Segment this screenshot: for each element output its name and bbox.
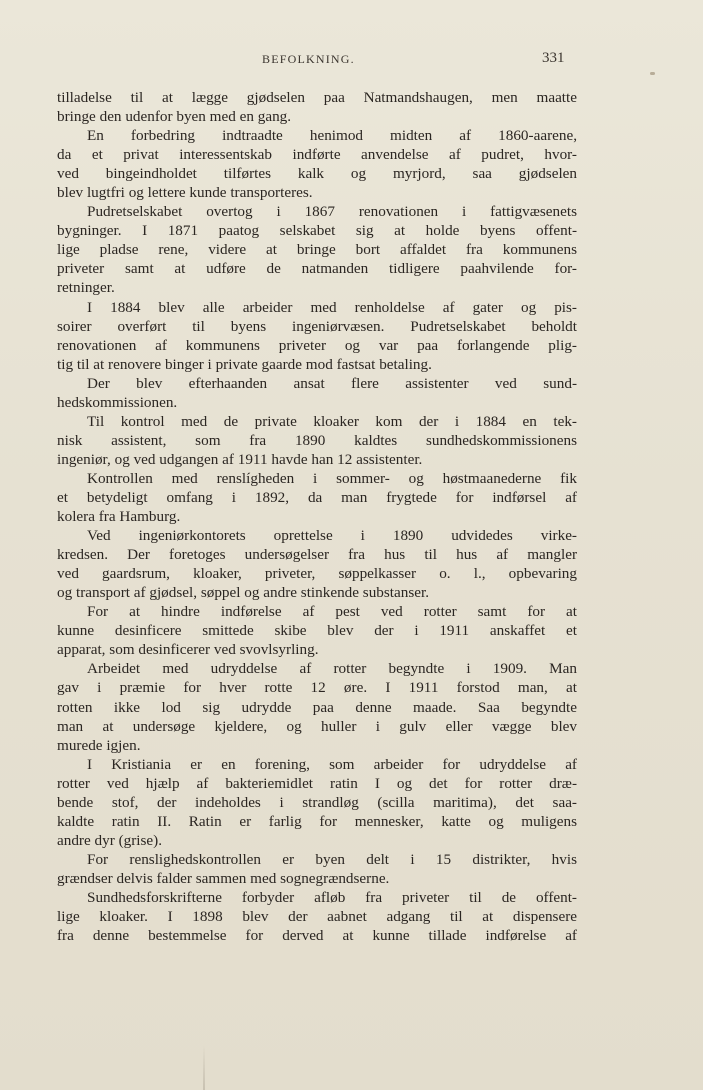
text-line: tig til at renovere binger i private gaarde mod fastsat betaling. — [57, 355, 432, 373]
text-line: rotter ved hjælp af bakteriemidlet ratin I og det for rotter dræ- — [57, 774, 577, 792]
text-line: apparat, som desinficerer ved svovlsyrling. — [57, 641, 319, 659]
text-line: Der blev efterhaanden ansat flere assistenter ved sund- — [87, 374, 577, 392]
text-line: Ved ingeniørkontorets oprettelse i 1890 udvidedes virke- — [87, 527, 577, 545]
text-line: rotten ikke lod sig udrydde paa denne maade. Saa begyndte — [57, 698, 577, 716]
text-line: bygninger. I 1871 paatog selskabet sig at holde byens offent- — [57, 222, 577, 240]
text-line: I Kristiania er en forening, som arbeider for udryddelse af — [87, 755, 577, 773]
text-line: kolera fra Hamburg. — [57, 508, 181, 526]
page-header — [0, 50, 703, 72]
text-line: andre dyr (grise). — [57, 831, 162, 849]
text-line: kaldte ratin II. Ratin er farlig for mennesker, katte og muligens — [57, 812, 577, 830]
text-line: Arbeidet med udryddelse af rotter begyndte i 1909. Man — [87, 660, 577, 678]
text-line: blev lugtfri og lettere kunde transporteres. — [57, 184, 313, 202]
text-line: et betydeligt omfang i 1892, da man frygtede for indførsel af — [57, 488, 577, 506]
text-line: priveter samt at udføre de natmanden tidligere paahvilende for- — [57, 260, 577, 278]
text-line: da et privat interessentskab indførte anvendelse af pudret, hvor- — [57, 146, 577, 164]
text-line: ved bingeindholdet tilførtes kalk og myrjord, saa gjødselen — [57, 165, 577, 183]
text-line: Pudretselskabet overtog i 1867 renovationen i fattigvæsenets — [87, 203, 577, 221]
text-line: renovationen af kommunens priveter og var paa forlangende plig- — [57, 336, 577, 354]
text-line: hedskommissionen. — [57, 393, 178, 411]
text-line: nisk assistent, som fra 1890 kaldtes sundhedskommissionens — [57, 431, 577, 449]
page-fold-shadow — [203, 1045, 205, 1090]
text-line: bringe den udenfor byen med en gang. — [57, 108, 292, 126]
text-line: tilladelse til at lægge gjødselen paa Natmandshaugen, men maatte — [57, 89, 577, 106]
text-line: lige pladse rene, videre at bringe bort affaldet fra kommunens — [57, 241, 577, 259]
text-line: lige kloaker. I 1898 blev der aabnet adgang til at dispensere — [57, 908, 577, 926]
text-line: fra denne bestemmelse for derved at kunne tillade indførelse af — [57, 927, 577, 945]
text-line: retninger. — [57, 279, 115, 297]
text-line: man at undersøge kjeldere, og huller i gulv eller vægge blev — [57, 717, 577, 735]
text-line: gav i præmie for hver rotte 12 øre. I 1911 forstod man, at — [57, 679, 577, 697]
text-line: grændser delvis falder sammen med sognegrændserne. — [57, 869, 390, 887]
text-line: bende stof, der indeholdes i strandløg (scilla maritima), det saa- — [57, 793, 577, 811]
margin-mark — [650, 72, 655, 75]
text-line: kunne desinficere smittede skibe blev der i 1911 anskaffet et — [57, 622, 577, 640]
page-number: 331 — [542, 50, 565, 66]
text-line: ved gaardsrum, kloaker, priveter, søppelkasser o. l., opbevaring — [57, 565, 577, 583]
text-line: Kontrollen med renslígheden i sommer- og høstmaanederne fik — [87, 469, 577, 487]
text-line: En forbedring indtraadte henimod midten af 1860-aarene, — [87, 127, 577, 145]
text-line: soirer overført til byens ingeniørvæsen. Pudretselskabet beholdt — [57, 317, 577, 335]
text-line: murede igjen. — [57, 736, 141, 754]
text-line: Til kontrol med de private kloaker kom der i 1884 en tek- — [87, 412, 577, 430]
text-line: For at hindre indførelse af pest ved rotter samt for at — [87, 603, 577, 621]
text-line: og transport af gjødsel, søppel og andre stinkende substanser. — [57, 584, 430, 602]
text-line: For renslighedskontrollen er byen delt i 15 distrikter, hvis — [87, 850, 577, 868]
text-line: Sundhedsforskrifterne forbyder afløb fra priveter til de offent- — [87, 888, 577, 906]
text-line: kredsen. Der foretoges undersøgelser fra hus til hus af mangler — [57, 546, 577, 564]
running-head: BEFOLKNING. — [262, 52, 355, 66]
text-line: I 1884 blev alle arbeider med renholdelse af gater og pis- — [87, 298, 577, 316]
body-text — [57, 88, 577, 945]
text-line: ingeniør, og ved udgangen af 1911 havde han 12 assistenter. — [57, 450, 423, 468]
